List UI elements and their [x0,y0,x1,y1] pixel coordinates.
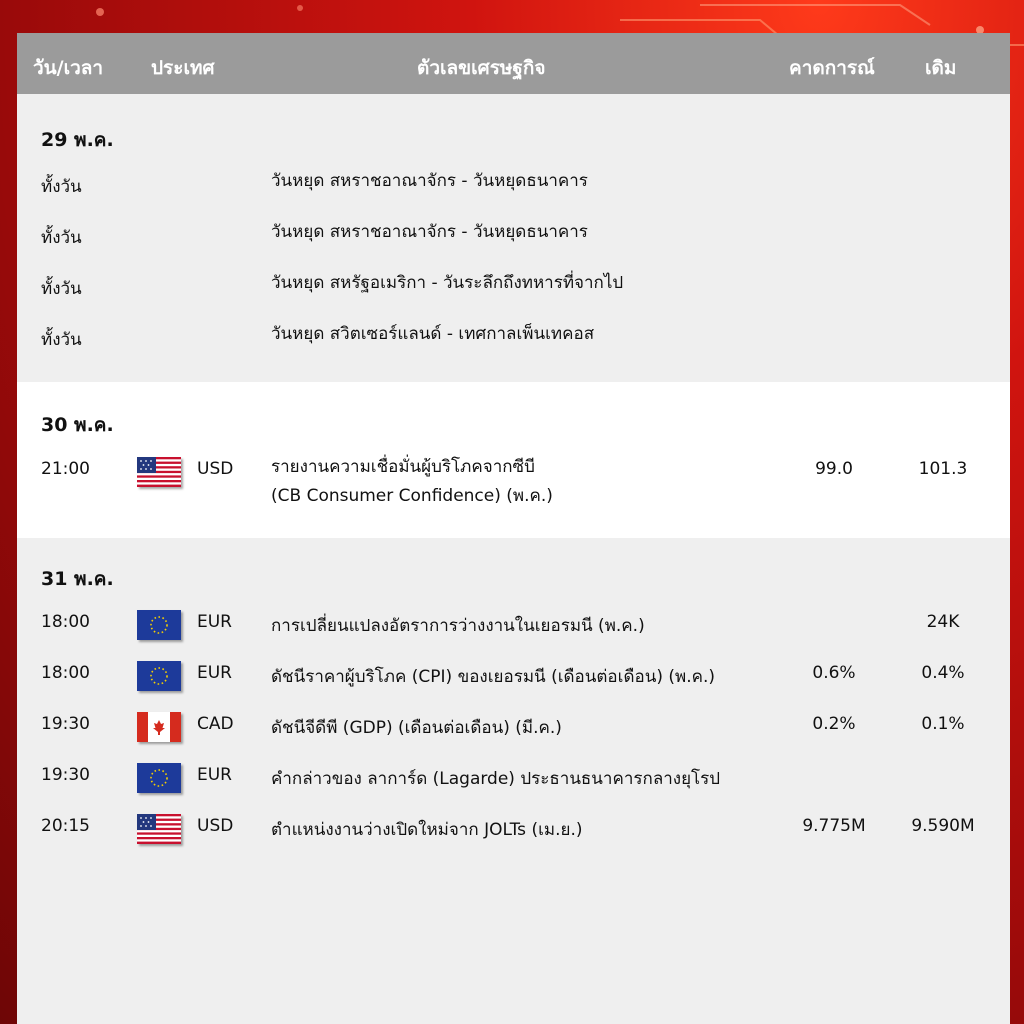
row-forecast: 0.2% [812,714,856,734]
row-currency: CAD [197,714,234,734]
row-time: 20:15 [41,816,90,836]
row-time: ทั้งวัน [41,177,82,197]
row-event: วันหยุด สหราชอาณาจักร - วันหยุดธนาคาร [271,222,588,242]
row-previous: 24K [926,612,960,632]
table-row [17,173,1010,213]
row-event: ดัชนีราคาผู้บริโภค (CPI) ของเยอรมนี (เดือนต่อเดือน) (พ.ค.) [271,667,716,687]
day-section-31 [17,538,1010,1024]
table-row [17,275,1010,315]
row-event: ตำแหน่งงานว่างเปิดใหม่จาก JOLTs (เม.ย.) [271,820,583,840]
row-forecast: 0.6% [812,663,856,683]
row-time: 19:30 [41,765,90,785]
header-date-time: วัน/เวลา [33,57,104,79]
header-forecast: คาดการณ์ [789,57,875,79]
day-date: 31 พ.ค. [41,568,114,590]
day-section-30 [17,382,1010,538]
table-row [17,612,1010,652]
us-flag-icon [137,814,181,844]
table-row [17,816,1010,856]
table-row [17,714,1010,754]
header-country: ประเทศ [151,57,215,79]
table-row [17,459,1010,519]
row-event [271,453,553,511]
table-row [17,663,1010,703]
row-time: ทั้งวัน [41,279,82,299]
calendar-panel [17,33,1010,1024]
row-currency: USD [197,816,234,836]
row-time: ทั้งวัน [41,228,82,248]
row-forecast: 99.0 [815,459,853,479]
row-event: วันหยุด สวิตเซอร์แลนด์ - เทศกาลเพ็นเทคอส [271,324,595,344]
row-event: คำกล่าวของ ลาการ์ด (Lagarde) ประธานธนาคารกลางยุโรป [271,769,721,789]
row-currency: USD [197,459,234,479]
table-row [17,326,1010,366]
table-row [17,765,1010,805]
row-event: ดัชนีจีดีพี (GDP) (เดือนต่อเดือน) (มี.ค.) [271,718,562,738]
row-time: 19:30 [41,714,90,734]
table-row [17,224,1010,264]
eu-flag-icon [137,661,181,691]
row-event: การเปลี่ยนแปลงอัตราการว่างงานในเยอรมนี (พ.ค.) [271,616,645,636]
row-time: 18:00 [41,612,90,632]
row-time: 18:00 [41,663,90,683]
eu-flag-icon [137,763,181,793]
row-currency: EUR [197,765,232,785]
row-event: วันหยุด สหรัฐอเมริกา - วันระลึกถึงทหารที่จากไป [271,273,624,293]
eu-flag-icon [137,610,181,640]
row-event: วันหยุด สหราชอาณาจักร - วันหยุดธนาคาร [271,171,588,191]
row-forecast: 9.775M [802,816,866,836]
row-previous: 0.4% [921,663,965,683]
row-event-line2: (CB Consumer Confidence) (พ.ค.) [271,486,553,506]
day-date: 30 พ.ค. [41,414,114,436]
day-section-29 [17,94,1010,382]
header-previous: เดิม [925,57,957,79]
header-event: ตัวเลขเศรษฐกิจ [417,57,546,79]
row-time: 21:00 [41,459,90,479]
row-currency: EUR [197,663,232,683]
ca-flag-icon [137,712,181,742]
row-previous: 101.3 [918,459,968,479]
row-currency: EUR [197,612,232,632]
us-flag-icon [137,457,181,487]
row-previous: 0.1% [921,714,965,734]
row-previous: 9.590M [911,816,975,836]
table-header [17,33,1010,94]
row-time: ทั้งวัน [41,330,82,350]
row-event-line1: รายงานความเชื่อมั่นผู้บริโภคจากซีบี [271,457,535,477]
day-date: 29 พ.ค. [41,129,114,151]
